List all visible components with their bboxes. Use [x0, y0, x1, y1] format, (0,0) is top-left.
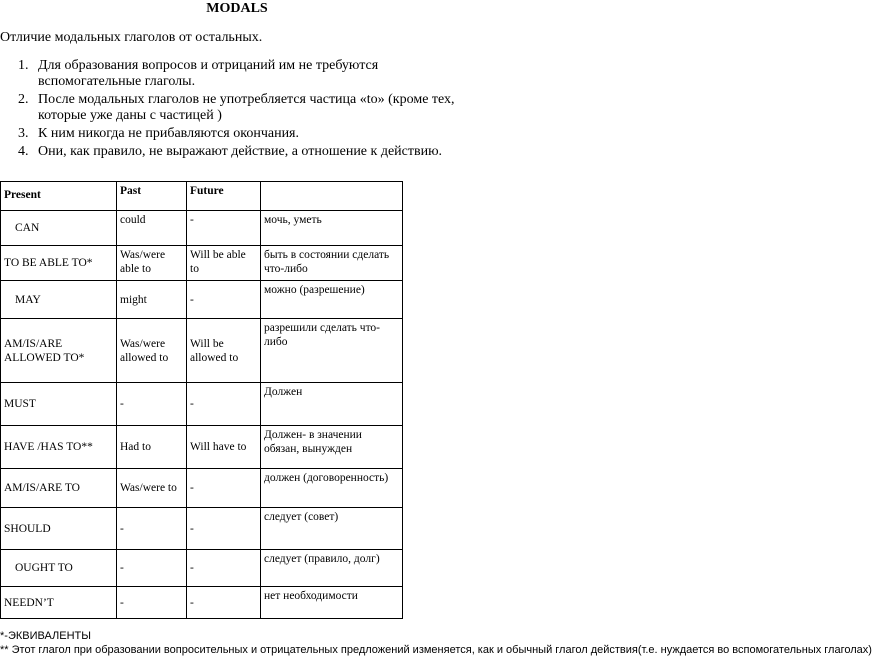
footnotes [0, 629, 872, 657]
table-row [1, 469, 403, 508]
cell-future: Will be allowed to [187, 319, 261, 383]
cell-present: MUST [1, 383, 117, 426]
cell-future: - [187, 508, 261, 550]
rule-text: Они, как правило, не выражают действие, а отношение к действию. [38, 144, 443, 159]
table-row [1, 383, 403, 426]
cell-meaning: нет необходимости [261, 587, 403, 619]
cell-meaning: Должен [261, 383, 403, 426]
cell-meaning: быть в состоянии сделать что-либо [261, 246, 403, 281]
rule-number: 4. [18, 144, 29, 159]
cell-present: CAN [1, 211, 117, 246]
rule-item [0, 126, 474, 142]
footnote-have-to: ** Этот глагол при образовании вопросительных и отрицательных предложений изменяется, как и обычный глагол действия(т.е. нуждается во вспомогательных глаголах) [0, 644, 872, 656]
table-row [1, 508, 403, 550]
rule-item [0, 58, 474, 90]
table-row [1, 246, 403, 281]
cell-meaning: мочь, уметь [261, 211, 403, 246]
cell-past: Was/were allowed to [117, 319, 187, 383]
cell-present: HAVE /HAS TO** [1, 426, 117, 469]
rule-text: После модальных глаголов не употребляется частица «to» (кроме тех, которые уже даны с частицей ) [38, 92, 455, 123]
cell-past: - [117, 550, 187, 587]
cell-present: SHOULD [1, 508, 117, 550]
header-future: Future [187, 182, 261, 211]
header-meaning [261, 182, 403, 211]
rule-number: 1. [18, 58, 29, 73]
rule-number: 3. [18, 126, 29, 141]
cell-future: Will be able to [187, 246, 261, 281]
cell-past: Was/were to [117, 469, 187, 508]
cell-future: - [187, 469, 261, 508]
table-row [1, 587, 403, 619]
cell-past: - [117, 587, 187, 619]
header-present: Present [1, 182, 117, 211]
rule-number: 2. [18, 92, 29, 107]
table-row [1, 426, 403, 469]
header-past: Past [117, 182, 187, 211]
rule-text: К ним никогда не прибавляются окончания. [38, 126, 299, 141]
cell-present: MAY [1, 281, 117, 319]
cell-present: NEEDN’T [1, 587, 117, 619]
cell-meaning: разрешили сделать что-либо [261, 319, 403, 383]
rule-text: Для образования вопросов и отрицаний им не требуются вспомогательные глаголы. [38, 58, 379, 89]
rule-item [0, 92, 474, 124]
page-title: MODALS [206, 1, 268, 16]
cell-past: Was/were able to [117, 246, 187, 281]
cell-meaning: следует (правило, долг) [261, 550, 403, 587]
cell-meaning: можно (разрешение) [261, 281, 403, 319]
cell-meaning: должен (договоренность) [261, 469, 403, 508]
cell-past: could [117, 211, 187, 246]
table-row [1, 319, 403, 383]
cell-present: AM/IS/ARE ALLOWED TO* [1, 319, 117, 383]
cell-future: - [187, 281, 261, 319]
cell-future: - [187, 211, 261, 246]
table-row [1, 211, 403, 246]
cell-meaning: Должен- в значении обязан, вынужден [261, 426, 403, 469]
table-row [1, 550, 403, 587]
cell-meaning: следует (совет) [261, 508, 403, 550]
cell-future: - [187, 383, 261, 426]
cell-past: - [117, 383, 187, 426]
table-row [1, 281, 403, 319]
cell-future: - [187, 550, 261, 587]
cell-present: OUGHT TO [1, 550, 117, 587]
modals-table [0, 181, 403, 619]
cell-present: AM/IS/ARE TO [1, 469, 117, 508]
cell-present: TO BE ABLE TO* [1, 246, 117, 281]
footnote-equivalents: *-ЭКВИВАЛЕНТЫ [0, 630, 92, 642]
rule-item [0, 144, 474, 160]
cell-past: Had to [117, 426, 187, 469]
rules-list [0, 58, 474, 162]
table-header-row [1, 182, 403, 211]
cell-future: - [187, 587, 261, 619]
subtitle: Отличие модальных глаголов от остальных. [0, 30, 263, 45]
cell-future: Will have to [187, 426, 261, 469]
cell-past: might [117, 281, 187, 319]
cell-past: - [117, 508, 187, 550]
